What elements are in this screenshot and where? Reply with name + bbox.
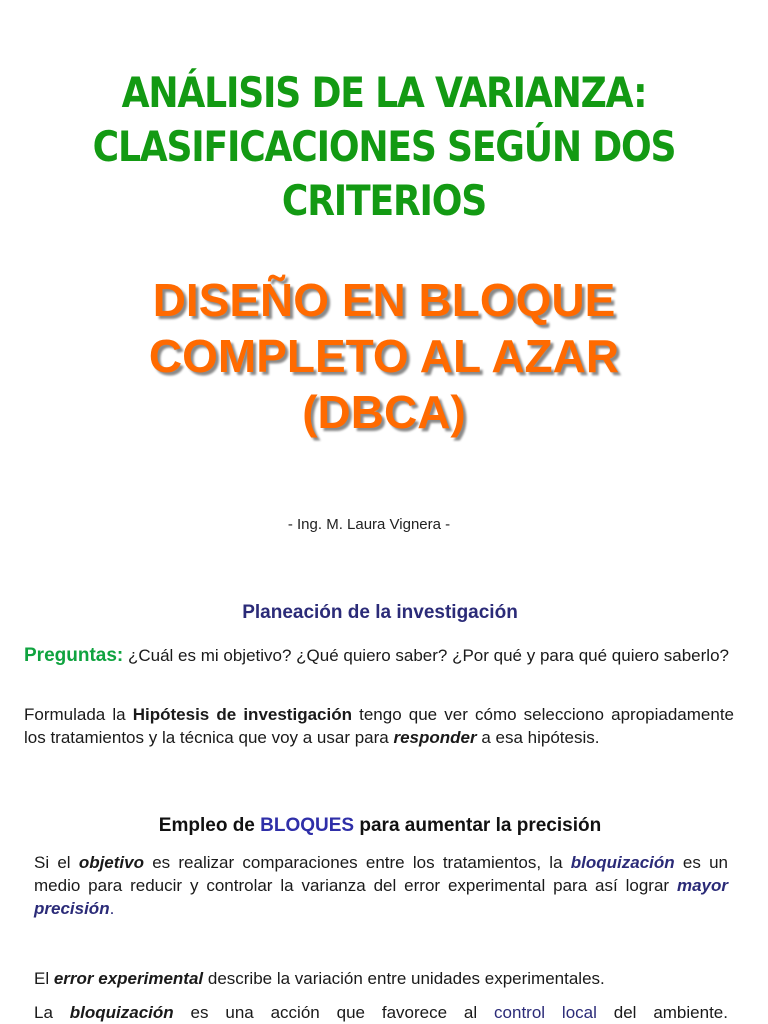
main-title [88, 66, 680, 228]
objetivo-text-c: es realizar comparaciones entre los tratamientos, la [143, 853, 571, 872]
author-line: - Ing. M. Laura Vignera - [287, 516, 451, 533]
paragraph-bloquizacion [34, 1001, 728, 1024]
bloques-heading-c: para aumentar la precisión [354, 815, 602, 836]
subtitle [40, 272, 728, 440]
hipotesis-text-c: tengo que ver cómo selecciono apropiadamente los tratamientos y la técnica que voy a usar para [24, 705, 734, 747]
bloquizacion-term-2: bloquización [69, 1003, 174, 1022]
bloq-text-c: es una acción que favorece al [173, 1003, 495, 1022]
main-title-line-3: CRITERIOS [281, 176, 487, 225]
main-title-line-1: ANÁLISIS DE LA VARIANZA: [121, 68, 647, 117]
control-local-term: control local [494, 1003, 597, 1022]
error-experimental-term: error experimental [53, 969, 204, 988]
paragraph-error-experimental [34, 967, 728, 990]
objetivo-text-e: es un medio para reducir y controlar la varianza del error experimental para así lograr [34, 853, 728, 895]
hipotesis-term: Hipótesis de investigación [132, 705, 352, 724]
bloq-text-a: La [34, 1003, 70, 1022]
subtitle-line-3: (DBCA) [302, 386, 466, 438]
bloquizacion-term: bloquización [570, 853, 675, 872]
paragraph-preguntas [24, 644, 734, 667]
main-title-line-2: CLASIFICACIONES SEGÚN DOS [92, 122, 676, 171]
section-heading-planeacion: Planeación de la investigación [242, 602, 518, 623]
responder-term: responder [393, 728, 477, 747]
mayor-precision-term: mayor precisión [34, 876, 728, 918]
preguntas-text: ¿Cuál es mi objetivo? ¿Qué quiero saber? ¿Por qué y para qué quiero saberlo? [123, 646, 729, 665]
bloq-text-e: del ambiente. [596, 1003, 728, 1022]
subtitle-line-1: DISEÑO EN BLOQUE [152, 274, 616, 326]
section-heading-bloques [0, 815, 760, 837]
paragraph-objetivo [34, 851, 728, 920]
objetivo-text-a: Si el [34, 853, 79, 872]
error-text-a: El [34, 969, 54, 988]
paragraph-hipotesis [24, 703, 734, 749]
bloques-heading-a: Empleo de [158, 815, 261, 836]
objetivo-text-g: . [109, 899, 115, 918]
error-text-c: describe la variación entre unidades experimentales. [203, 969, 605, 988]
preguntas-label: Preguntas: [24, 645, 124, 666]
hipotesis-text-e: a esa hipótesis. [476, 728, 600, 747]
bloques-heading-keyword: BLOQUES [260, 815, 355, 836]
objetivo-term: objetivo [78, 853, 144, 872]
subtitle-line-2: COMPLETO AL AZAR [148, 330, 620, 382]
hipotesis-text-a: Formulada la [24, 705, 133, 724]
